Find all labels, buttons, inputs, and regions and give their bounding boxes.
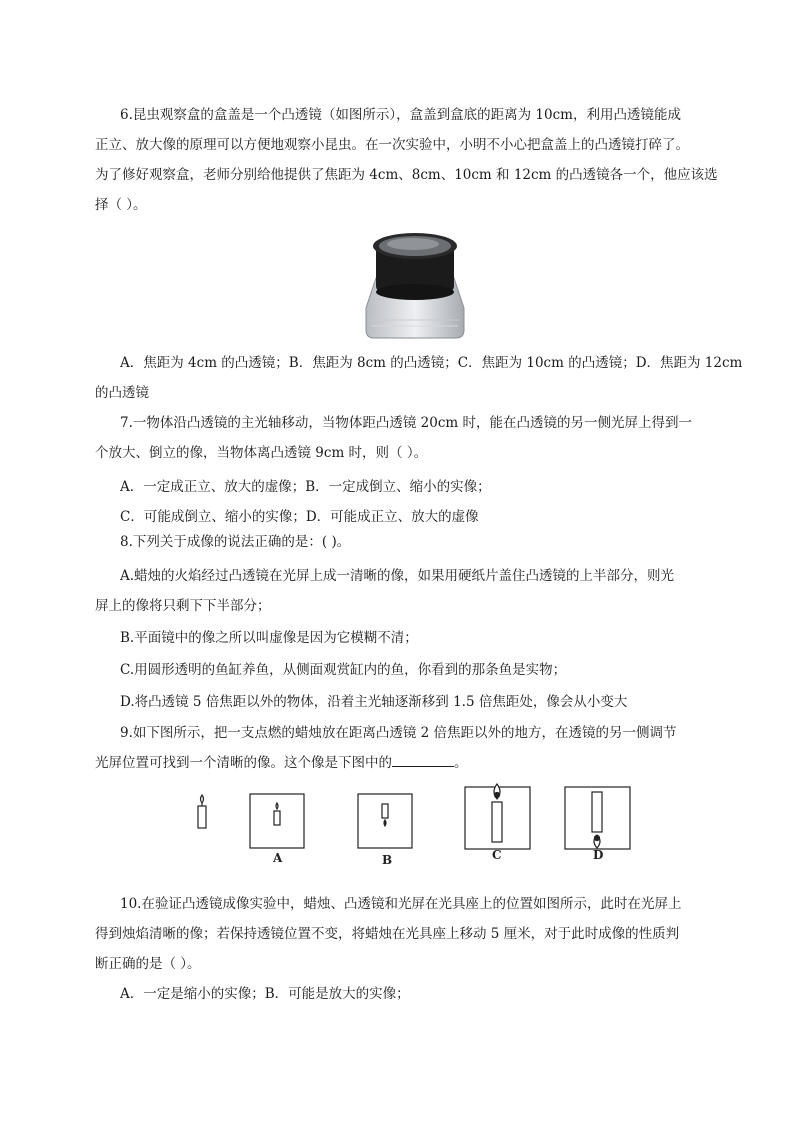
candle-figure [190, 780, 640, 870]
q8-option-d: D.将凸透镜 5 倍焦距以外的物体，沿着主光轴逐渐移到 1.5 倍焦距处，像会从小变大 [120, 694, 628, 710]
option-c-label: C [492, 848, 502, 862]
original-candle [198, 795, 206, 828]
q8-stem: 8.下列关于成像的说法正确的是：( )。 [120, 534, 351, 550]
q8-option-b: B.平面镜中的像之所以叫虚像是因为它模糊不清； [120, 630, 418, 646]
option-a-box [250, 794, 304, 848]
q8-option-a-line-2: 屏上的像将只剩下下半部分； [95, 598, 271, 614]
q6-stem-line-2: 正立、放大像的原理可以方便地观察小昆虫。在一次实验中，小明不小心把盒盖上的凸透镜打碎了。 [95, 137, 689, 153]
q6-stem-line-3: 为了修好观察盒，老师分别给他提供了焦距为 4cm、8cm、10cm 和 12cm 的凸透镜各一个，他应该选 [95, 167, 718, 183]
q7-stem-line-1: 7.一物体沿凸透镜的主光轴移动，当物体距凸透镜 20cm 时，能在凸透镜的另一侧光屏上得到一 [120, 415, 693, 431]
q8-option-a-line-1: A.蜡烛的火焰经过凸透镜在光屏上成一清晰的像，如果用硬纸片盖住凸透镜的上半部分，则光 [120, 568, 675, 584]
q10-stem-line-1: 10.在验证凸透镜成像实验中，蜡烛、凸透镜和光屏在光具座上的位置如图所示，此时在光屏上 [120, 896, 682, 912]
option-a-label: A [273, 851, 283, 865]
q6-options-line-1: A．焦距为 4cm 的凸透镜；B．焦距为 8cm 的凸透镜；C．焦距为 10cm 的凸透镜；D．焦距为 12cm [120, 355, 743, 371]
q7-stem-line-2: 个放大、倒立的像，当物体离凸透镜 9cm 时，则（ ）。 [95, 445, 428, 461]
q9-stem-line-1: 9.如下图所示，把一支点燃的蜡烛放在距离凸透镜 2 倍焦距以外的地方，在透镜的另一侧调节 [120, 725, 677, 741]
q10-options-ab: A．一定是缩小的实像；B．可能是放大的实像； [120, 986, 410, 1002]
option-b-box [358, 794, 412, 848]
q8-option-c: C.用圆形透明的鱼缸养鱼，从侧面观赏缸内的鱼，你看到的那条鱼是实物； [120, 662, 567, 678]
option-c-box [465, 784, 530, 849]
option-d-box [565, 787, 630, 849]
q7-options-cd: C．可能成倒立、缩小的实像；D．可能成正立、放大的虚像 [120, 509, 479, 525]
option-b-label: B [382, 853, 393, 867]
q9-answer-blank[interactable] [392, 754, 454, 767]
q10-stem-line-3: 断正确的是（ ）。 [95, 956, 201, 972]
q10-stem-line-2: 得到烛焰清晰的像；若保持透镜位置不变，将蜡烛在光具座上移动 5 厘米，对于此时成像的性质判 [95, 926, 680, 942]
q6-stem-line-4: 择（ ）。 [95, 197, 147, 213]
q7-options-ab: A．一定成正立、放大的虚像；B．一定成倒立、缩小的实像； [120, 479, 491, 495]
q6-options-line-2: 的凸透镜 [95, 385, 149, 401]
q9-stem-text: 光屏位置可找到一个清晰的像。这个像是下图中的 [95, 755, 392, 771]
q9-stem-end: 。 [454, 755, 468, 771]
insect-box-image [360, 226, 470, 342]
option-d-label: D [593, 848, 604, 862]
q6-stem-line-1: 6.昆虫观察盒的盒盖是一个凸透镜（如图所示），盒盖到盒底的距离为 10cm，利用凸透镜能成 [120, 107, 681, 123]
q9-stem-line-2 [95, 754, 468, 772]
